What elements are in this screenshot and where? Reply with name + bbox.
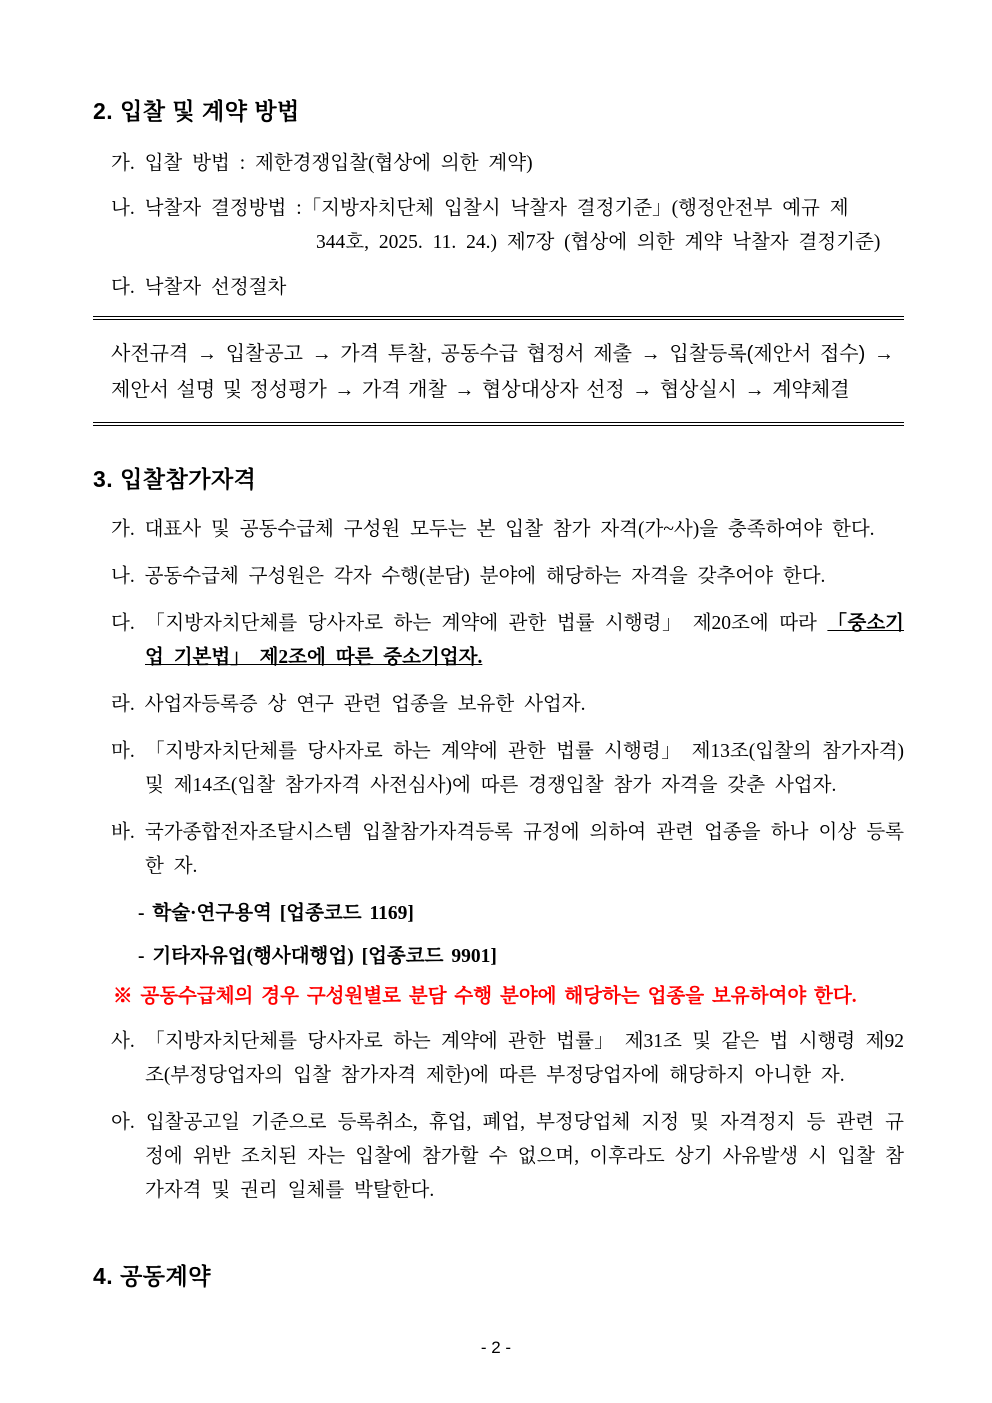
bidder-selection-procedure-box [93,316,904,426]
item-text: 대표사 및 공동수급체 구성원 모두는 본 입찰 참가 자격(가~사)을 충족하여야 한다. [144,519,875,540]
procedure-flow-text: 사전규격 → 입찰공고 → 가격 투찰, 공동수급 협정서 제출 → 입찰등록(제안서 접수) → 제안서 설명 및 정성평가 → 가격 개찰 → 협상대상자 선정 → 협상실시 → 계약체결 [111,343,894,401]
item-text: 「지방자치단체를 당사자로 하는 계약에 관한 법률」 제31조 및 같은 법 시행령 제92조(부정당업자의 입찰 참가자격 제한)에 따른 부정당업자에 해당하지 아니한 자. [145,1031,904,1086]
page-number: - 2 - [480,1338,512,1357]
item-label: 아. [111,1112,135,1133]
section3-item-ma [93,735,904,803]
section3-item-ra [93,688,904,722]
section3-item-ba [93,816,904,884]
item-label: 가. [111,153,135,174]
item-text-line1: 낙찰자 결정방법 :「지방자치단체 입찰시 낙찰자 결정기준」(행정안전부 예규 제 [144,198,849,219]
item-text-prefix: 「지방자치단체를 당사자로 하는 계약에 관한 법률 시행령」 제20조에 따라 [145,613,828,634]
section-2-heading: 2. 입찰 및 계약 방법 [93,98,300,124]
item-text: 낙찰자 선정절차 [144,277,287,298]
item-label: 나. [111,566,135,587]
industry-code-item: - 학술·연구용역 [업종코드 1169] [138,903,414,924]
section-4-heading: 4. 공동계약 [93,1263,211,1289]
item-label: 바. [111,822,135,843]
section-bid-qualification [93,466,904,1208]
item-label: 다. [111,613,135,634]
item-label: 라. [111,694,135,715]
item-text-emphasis: 「중소기업 기본법」 제2조에 따른 중소기업자. [145,613,905,668]
item-text: 입찰공고일 기준으로 등록취소, 휴업, 폐업, 부정당업체 지정 및 자격정지 등 관련 규정에 위반 조치된 자는 입찰에 참가할 수 없으며, 이후라도 상기 사유발생 시 입찰 참가자격 및 권리 일체를 박탈한다. [145,1112,905,1201]
section3-item-ah [93,1106,904,1208]
item-label: 가. [111,519,135,540]
section2-item-na [93,192,904,260]
item-label: 사. [111,1031,135,1052]
section2-item-da [93,271,904,305]
section3-item-sa [93,1025,904,1093]
item-text: 「지방자치단체를 당사자로 하는 계약에 관한 법률 시행령」 제13조(입찰의 참가자격) 및 제14조(입찰 참가자격 사전심사)에 따른 경쟁입찰 참가 자격을 갖춘 사업자. [145,741,904,796]
section3-item-da [93,607,904,675]
section3-item-ga [93,513,904,547]
item-label: 마. [111,741,135,762]
item-text: 입찰 방법 : 제한경쟁입찰(협상에 의한 계약) [144,153,533,174]
section-joint-contract [93,1263,904,1290]
item-text: 사업자등록증 상 연구 관련 업종을 보유한 사업자. [144,694,586,715]
joint-supply-red-note: ※ 공동수급체의 경우 구성원별로 분담 수행 분야에 해당하는 업종을 보유하여야 한다. [113,986,857,1007]
section-3-heading: 3. 입찰참가자격 [93,466,257,492]
section-bid-contract-method [93,98,904,426]
section2-item-ga [93,147,904,181]
item-text: 국가종합전자조달시스템 입찰참가자격등록 규정에 의하여 관련 업종을 하나 이상 등록한 자. [144,822,905,877]
item-label: 다. [111,277,135,298]
item-text-line2: 344호, 2025. 11. 24.) 제7장 (협상에 의한 계약 낙찰자 결정기준) [316,232,881,253]
item-text: 공동수급체 구성원은 각자 수행(분담) 분야에 해당하는 자격을 갖추어야 한다. [144,566,826,587]
section3-item-na [93,560,904,594]
industry-code-item: - 기타자유업(행사대행업) [업종코드 9901] [138,946,497,967]
item-label: 나. [111,198,135,219]
